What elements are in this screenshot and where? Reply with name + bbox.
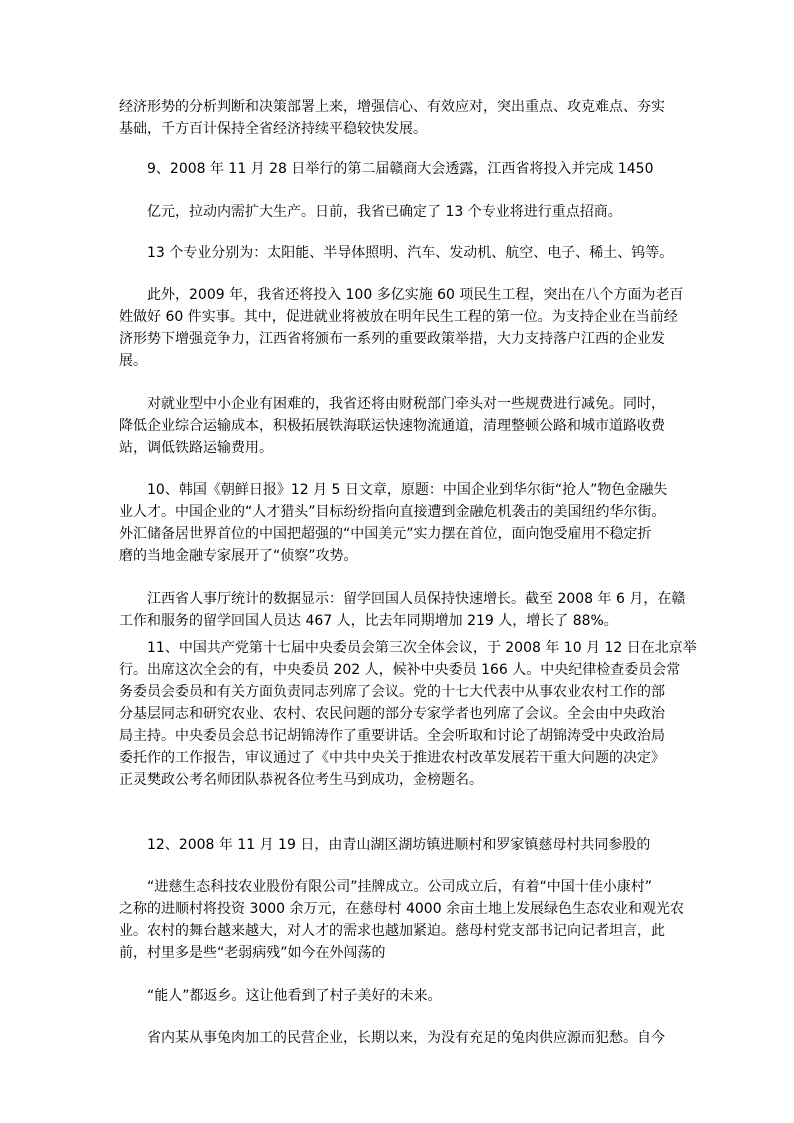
- text-line: 12、2008 年 11 月 19 日，由青山湖区湖坊镇进顺村和罗家镇慈母村共同参股的: [147, 837, 651, 853]
- paragraph: [119, 284, 689, 372]
- text-line: 江西省人事厅统计的数据显示：留学回国人员保持快速增长。截至 2008 年 6 月，在赣: [147, 591, 686, 607]
- text-line: 对就业型中小企业有困难的，我省还将由财税部门牵头对一些规费进行减免。同时，: [147, 396, 665, 412]
- paragraph: [119, 834, 689, 856]
- paragraph: [119, 1027, 689, 1049]
- text-line: “能人”都返乡。这让他看到了村子美好的未来。: [147, 988, 442, 1004]
- text-line: 业。农村的舞台越来越大，对人才的需求也越加紧迫。慈母村党支部书记向记者坦言，此: [119, 923, 665, 939]
- text-line: 10、韩国《朝鲜日报》12 月 5 日文章，原题：中国企业到华尔街“抢人”物色金融失: [147, 482, 668, 498]
- paragraph: [119, 158, 689, 180]
- text-line: 之称的进顺村将投资 3000 余万元，在慈母村 4000 余亩土地上发展绿色生态农业和观光农: [119, 901, 685, 917]
- text-line: 省内某从事兔肉加工的民营企业，长期以来，为没有充足的兔肉供应源而犯愁。自今: [147, 1030, 665, 1046]
- text-line: 站，调低铁路运输费用。: [119, 440, 273, 456]
- text-line: 磨的当地金融专家展开了“侦察”攻势。: [119, 548, 358, 564]
- text-line: 此外，2009 年，我省还将投入 100 多亿实施 60 项民生工程，突出在八个方面为老百: [147, 287, 684, 303]
- paragraph: [119, 876, 689, 964]
- text-line: 前，村里多是些“老弱病残”如今在外闯荡的: [119, 945, 386, 961]
- text-line: 经济形势的分析判断和决策部署上来，增强信心、有效应对，突出重点、攻克难点、夯实: [119, 99, 665, 115]
- text-line: “进慈生态科技农业股份有限公司”挂牌成立。公司成立后，有着“中国十佳小康村”: [147, 879, 653, 895]
- text-line: 行。出席这次全会的有，中央委员 202 人，候补中央委员 166 人。中央纪律检查委员会常: [119, 662, 681, 678]
- paragraph: [119, 985, 689, 1007]
- text-line: 工作和服务的留学回国人员达 467 人，比去年同期增加 219 人，增长了 88%。: [119, 613, 618, 629]
- text-line: 9、2008 年 11 月 28 日举行的第二届赣商大会透露，江西省将投入并完成 1450: [147, 161, 654, 177]
- text-line: 展。: [119, 353, 147, 369]
- text-line: 局主持。中央委员会总书记胡锦涛作了重要讲话。全会听取和讨论了胡锦涛受中央政治局: [119, 728, 665, 744]
- paragraph: [119, 588, 689, 632]
- paragraph: [119, 201, 689, 223]
- paragraph: [119, 242, 689, 264]
- paragraph: [119, 393, 689, 459]
- text-line: 11、中国共产党第十七届中央委员会第三次全体会议，于 2008 年 10 月 12 日在北京举: [147, 640, 697, 656]
- text-line: 正灵樊政公考名师团队恭祝各位考生马到成功，金榜题名。: [119, 772, 483, 788]
- paragraph: [119, 479, 689, 567]
- text-line: 务委员会委员和有关方面负责同志列席了会议。党的十七大代表中从事农业农村工作的部: [119, 684, 665, 700]
- text-line: 外汇储备居世界首位的中国把超强的“中国美元”实力摆在首位，面向饱受雇用不稳定折: [119, 526, 652, 542]
- text-line: 基础，千方百计保持全省经济持续平稳较快发展。: [119, 121, 427, 137]
- text-line: 降低企业综合运输成本，积极拓展铁海联运快速物流通道，清理整顿公路和城市道路收费: [119, 418, 665, 434]
- text-line: 分基层同志和研究农业、农村、农民问题的部分专家学者也列席了会议。全会由中央政治: [119, 706, 665, 722]
- text-line: 业人才。中国企业的“人才猎头”目标纷纷指向直接遭到金融危机袭击的美国纽约华尔街。: [119, 504, 666, 520]
- paragraph: [119, 96, 689, 140]
- text-line: 委托作的工作报告，审议通过了《中共中央关于推进农村改革发展若干重大问题的决定》: [119, 750, 665, 766]
- text-line: 姓做好 60 件实事。其中，促进就业将被放在明年民生工程的第一位。为支持企业在当前经: [119, 309, 678, 325]
- paragraph: [119, 637, 697, 791]
- text-line: 亿元，拉动内需扩大生产。日前，我省已确定了 13 个专业将进行重点招商。: [147, 204, 622, 220]
- text-line: 济形势下增强竞争力，江西省将颁布一系列的重要政策举措，大力支持落户江西的企业发: [119, 331, 665, 347]
- text-line: 13 个专业分别为：太阳能、半导体照明、汽车、发动机、航空、电子、稀土、钨等。: [147, 245, 674, 261]
